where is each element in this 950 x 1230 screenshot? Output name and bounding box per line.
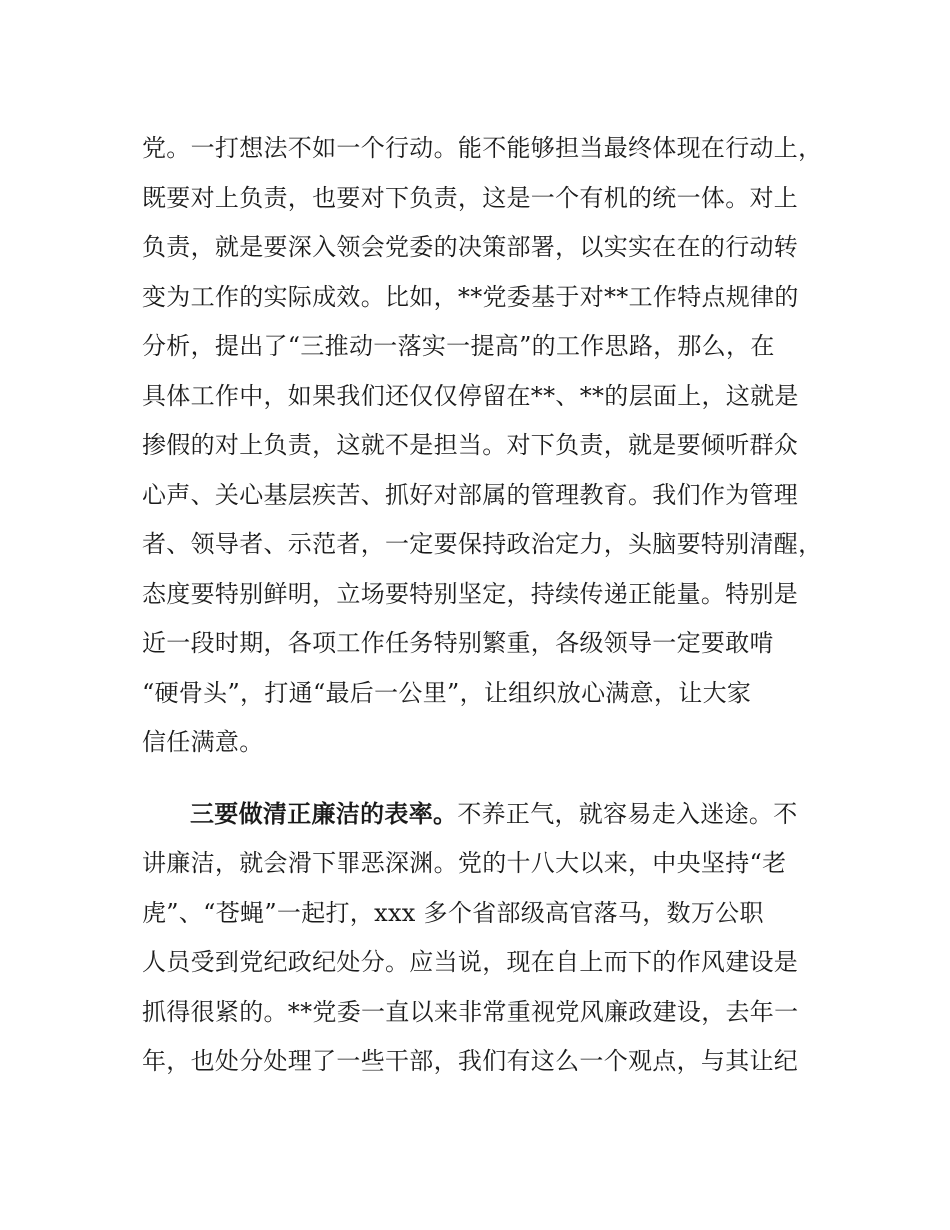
- text-line: 党。一打想法不如一个行动。能不能够担当最终体现在行动上，: [142, 134, 823, 162]
- text-line: 既要对上负责，也要对下负责，这是一个有机的统一体。对上: [142, 183, 799, 212]
- text-line: 信任满意。: [142, 728, 264, 756]
- text-line: 讲廉洁，就会滑下罪恶深渊。党的十八大以来，中央坚持“老: [142, 849, 787, 877]
- text-line: 近一段时期，各项工作任务特别繁重，各级领导一定要敢啃: [142, 629, 774, 657]
- text-line: 年，也处分处理了一些干部，我们有这么一个观点，与其让纪: [142, 1047, 799, 1075]
- heading-continuation: 不养正气，就容易走入迷途。不: [457, 799, 798, 828]
- paragraph-integrity: [142, 790, 812, 1087]
- text-line: 抓得很紧的。**党委一直以来非常重视党风廉政建设，去年一: [142, 997, 799, 1026]
- text-line: “硬骨头”，打通“最后一公里”，让组织放心满意，让大家: [142, 678, 752, 707]
- paragraph-responsibility: [142, 124, 823, 768]
- text-line: 虎”、“苍蝇”一起打，xxx 多个省部级高官落马，数万公职: [142, 898, 764, 927]
- text-line: 分析，提出了“三推动一落实一提高”的工作思路，那么，在: [142, 332, 775, 360]
- text-line: 态度要特别鲜明，立场要特别坚定，持续传递正能量。特别是: [142, 579, 799, 608]
- text-line: 变为工作的实际成效。比如，**党委基于对**工作特点规律的: [142, 282, 799, 311]
- section-heading: 三要做清正廉洁的表率。: [190, 799, 458, 828]
- text-line: 心声、关心基层疾苦、抓好对部属的管理教育。我们作为管理: [142, 480, 799, 509]
- document-page: [142, 124, 823, 1087]
- text-line: 掺假的对上负责，这就不是担当。对下负责，就是要倾听群众: [142, 431, 799, 459]
- paragraph-first-line: [142, 790, 812, 840]
- text-line: 者、领导者、示范者，一定要保持政治定力，头脑要特别清醒，: [142, 530, 823, 558]
- text-line: 人员受到党纪政纪处分。应当说，现在自上而下的作风建设是: [142, 948, 799, 976]
- text-line: 负责，就是要深入领会党委的决策部署，以实实在在的行动转: [142, 233, 799, 261]
- paragraph-spacer: [142, 768, 812, 790]
- text-line: 具体工作中，如果我们还仅仅停留在**、**的层面上，这就是: [142, 381, 799, 410]
